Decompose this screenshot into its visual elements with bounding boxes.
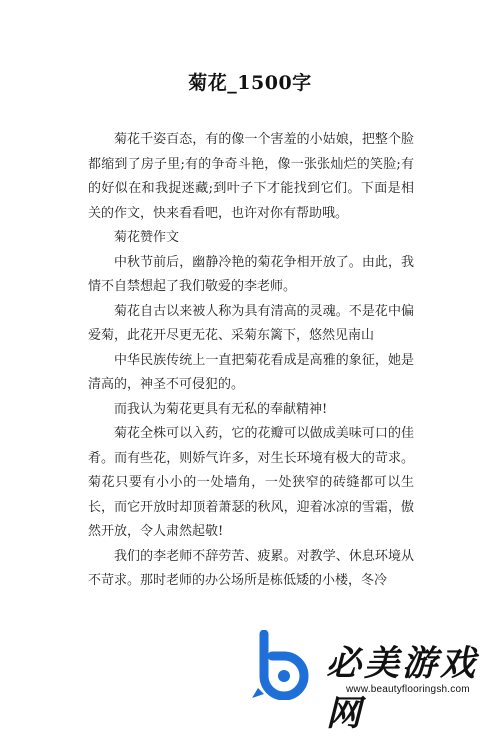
paragraph: 中秋节前后，幽静冷艳的菊花争相开放了。由此，我情不自禁想起了我们敬爱的李老师。: [88, 254, 414, 294]
brand-logo-icon: [250, 630, 312, 700]
watermark-title: 必美游戏网: [326, 644, 479, 734]
paragraph: 我们的李老师不辞劳苦、疲累。对教学、休息环境从不苛求。那时老师的办公场所是栋低矮的小楼，冬冷: [88, 548, 414, 588]
paragraph: 中华民族传统上一直把菊花看成是高雅的象征，她是清高的，神圣不可侵犯的。: [88, 352, 414, 392]
paragraph: 菊花赞作文: [114, 230, 180, 245]
paragraph: 菊花全株可以入药，它的花瓣可以做成美味可口的佳肴。而有些花，则娇气许多，对生长环境有极大的苛求。菊花只要有小小的一处墙角，一处狭窄的砖缝都可以生长，而它开放时却顶着萧瑟的秋风，迎着冰凉的雪霜，傲然开放，令人肃然起敬!: [88, 426, 414, 539]
paragraph: 菊花千姿百态，有的像一个害羞的小姑娘，把整个脸都缩到了房子里;有的争奇斗艳，像一张张灿烂的笑脸;有的好似在和我捉迷藏;到叶子下才能找到它们。下面是相关的作文，快来看看吧，也许对你有帮助哦。: [88, 132, 414, 221]
document-body: [88, 128, 414, 594]
paragraph: 而我认为菊花更具有无私的奉献精神!: [114, 401, 328, 417]
document-title: 菊花_1500字: [188, 72, 312, 94]
watermark-logo: [238, 626, 500, 734]
watermark-url: www.beautyflooringsh.com: [346, 684, 470, 695]
paragraph: 菊花自古以来被人称为具有清高的灵魂。不是花中偏爱菊，此花开尽更无花、采菊东篱下，悠然见南山: [88, 303, 414, 343]
